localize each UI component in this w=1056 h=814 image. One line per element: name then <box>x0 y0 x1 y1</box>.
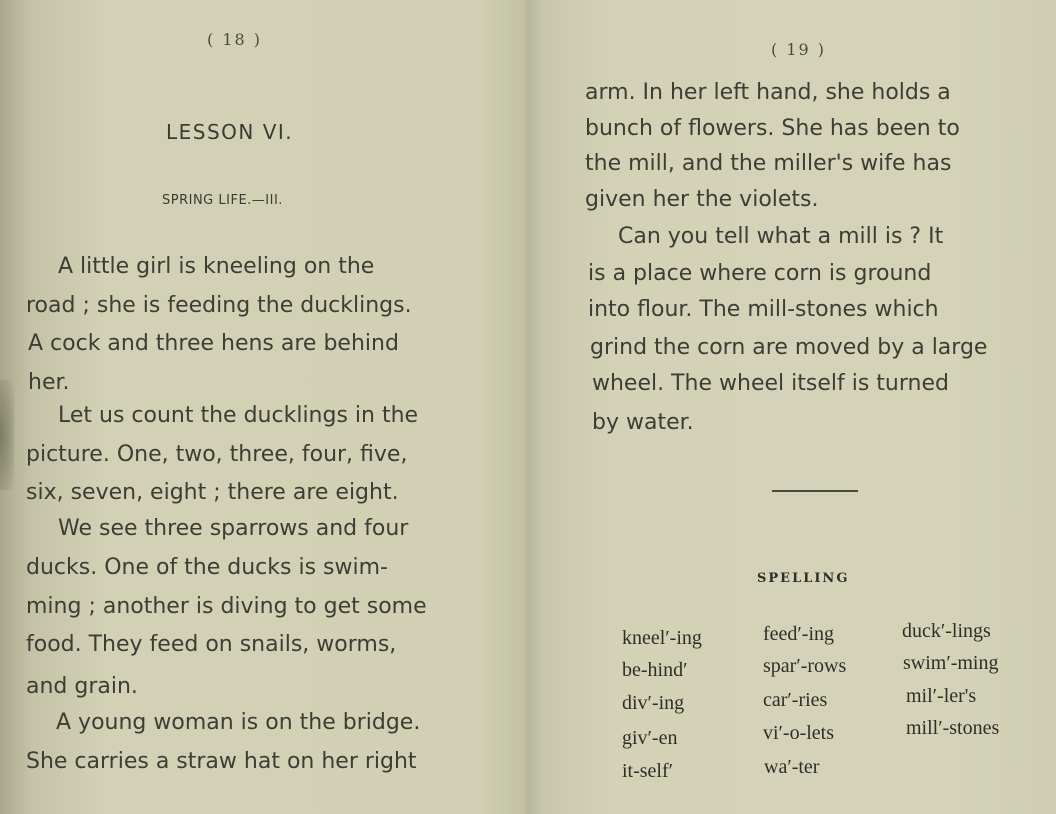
section-divider <box>772 490 858 492</box>
spelling-word: mil′-ler's <box>906 685 977 707</box>
text-line: Can you tell what a mill is ? It <box>618 224 944 249</box>
spelling-word: div′-ing <box>622 692 685 714</box>
text-line: A little girl is kneeling on the <box>58 254 375 279</box>
text-line: wheel. The wheel itself is turned <box>592 371 949 396</box>
text-line: ducks. One of the ducks is swim- <box>26 555 388 580</box>
text-line: picture. One, two, three, four, five, <box>26 442 408 467</box>
spelling-word: spar′-rows <box>763 655 847 677</box>
spelling-word: it-self′ <box>622 760 674 782</box>
text-line: and grain. <box>26 674 138 699</box>
page-number: ( 18 ) <box>207 30 263 49</box>
spelling-word: wa′-ter <box>764 756 820 778</box>
spelling-word: swim′-ming <box>903 652 999 674</box>
text-line: A cock and three hens are behind <box>28 331 399 356</box>
text-line: ming ; another is diving to get some <box>26 594 427 619</box>
spelling-word: vi′-o-lets <box>763 722 835 744</box>
right-page <box>524 0 1056 814</box>
text-line: is a place where corn is ground <box>588 261 932 286</box>
text-line: road ; she is feeding the ducklings. <box>26 293 412 318</box>
spelling-word: kneel′-ing <box>622 627 702 649</box>
spelling-heading: SPELLING <box>757 571 850 586</box>
text-line: given her the violets. <box>585 187 819 212</box>
text-line: grind the corn are moved by a large <box>590 335 988 360</box>
page-edge-shadow <box>0 380 14 490</box>
text-line: food. They feed on snails, worms, <box>26 632 397 657</box>
text-line: her. <box>28 370 70 395</box>
spelling-word: giv′-en <box>622 727 678 749</box>
lesson-subtitle: SPRING LIFE.—III. <box>162 193 283 208</box>
spelling-word: mill′-stones <box>906 717 1000 739</box>
page-number: ( 19 ) <box>771 40 827 59</box>
spelling-word: feed′-ing <box>763 623 835 645</box>
left-page <box>0 0 520 814</box>
text-line: into flour. The mill-stones which <box>588 297 939 322</box>
text-line: arm. In her left hand, she holds a <box>585 80 951 105</box>
spelling-word: be-hind′ <box>622 659 688 681</box>
text-line: Let us count the ducklings in the <box>58 403 419 428</box>
spelling-word: duck′-lings <box>902 620 991 642</box>
text-line: by water. <box>592 410 694 435</box>
text-line: She carries a straw hat on her right <box>26 749 417 774</box>
text-line: six, seven, eight ; there are eight. <box>26 480 399 505</box>
text-line: the mill, and the miller's wife has <box>585 151 952 176</box>
spelling-word: car′-ries <box>763 689 828 711</box>
lesson-title: LESSON VI. <box>166 120 294 144</box>
text-line: We see three sparrows and four <box>58 516 409 541</box>
text-line: A young woman is on the bridge. <box>56 710 421 735</box>
text-line: bunch of flowers. She has been to <box>585 116 960 141</box>
